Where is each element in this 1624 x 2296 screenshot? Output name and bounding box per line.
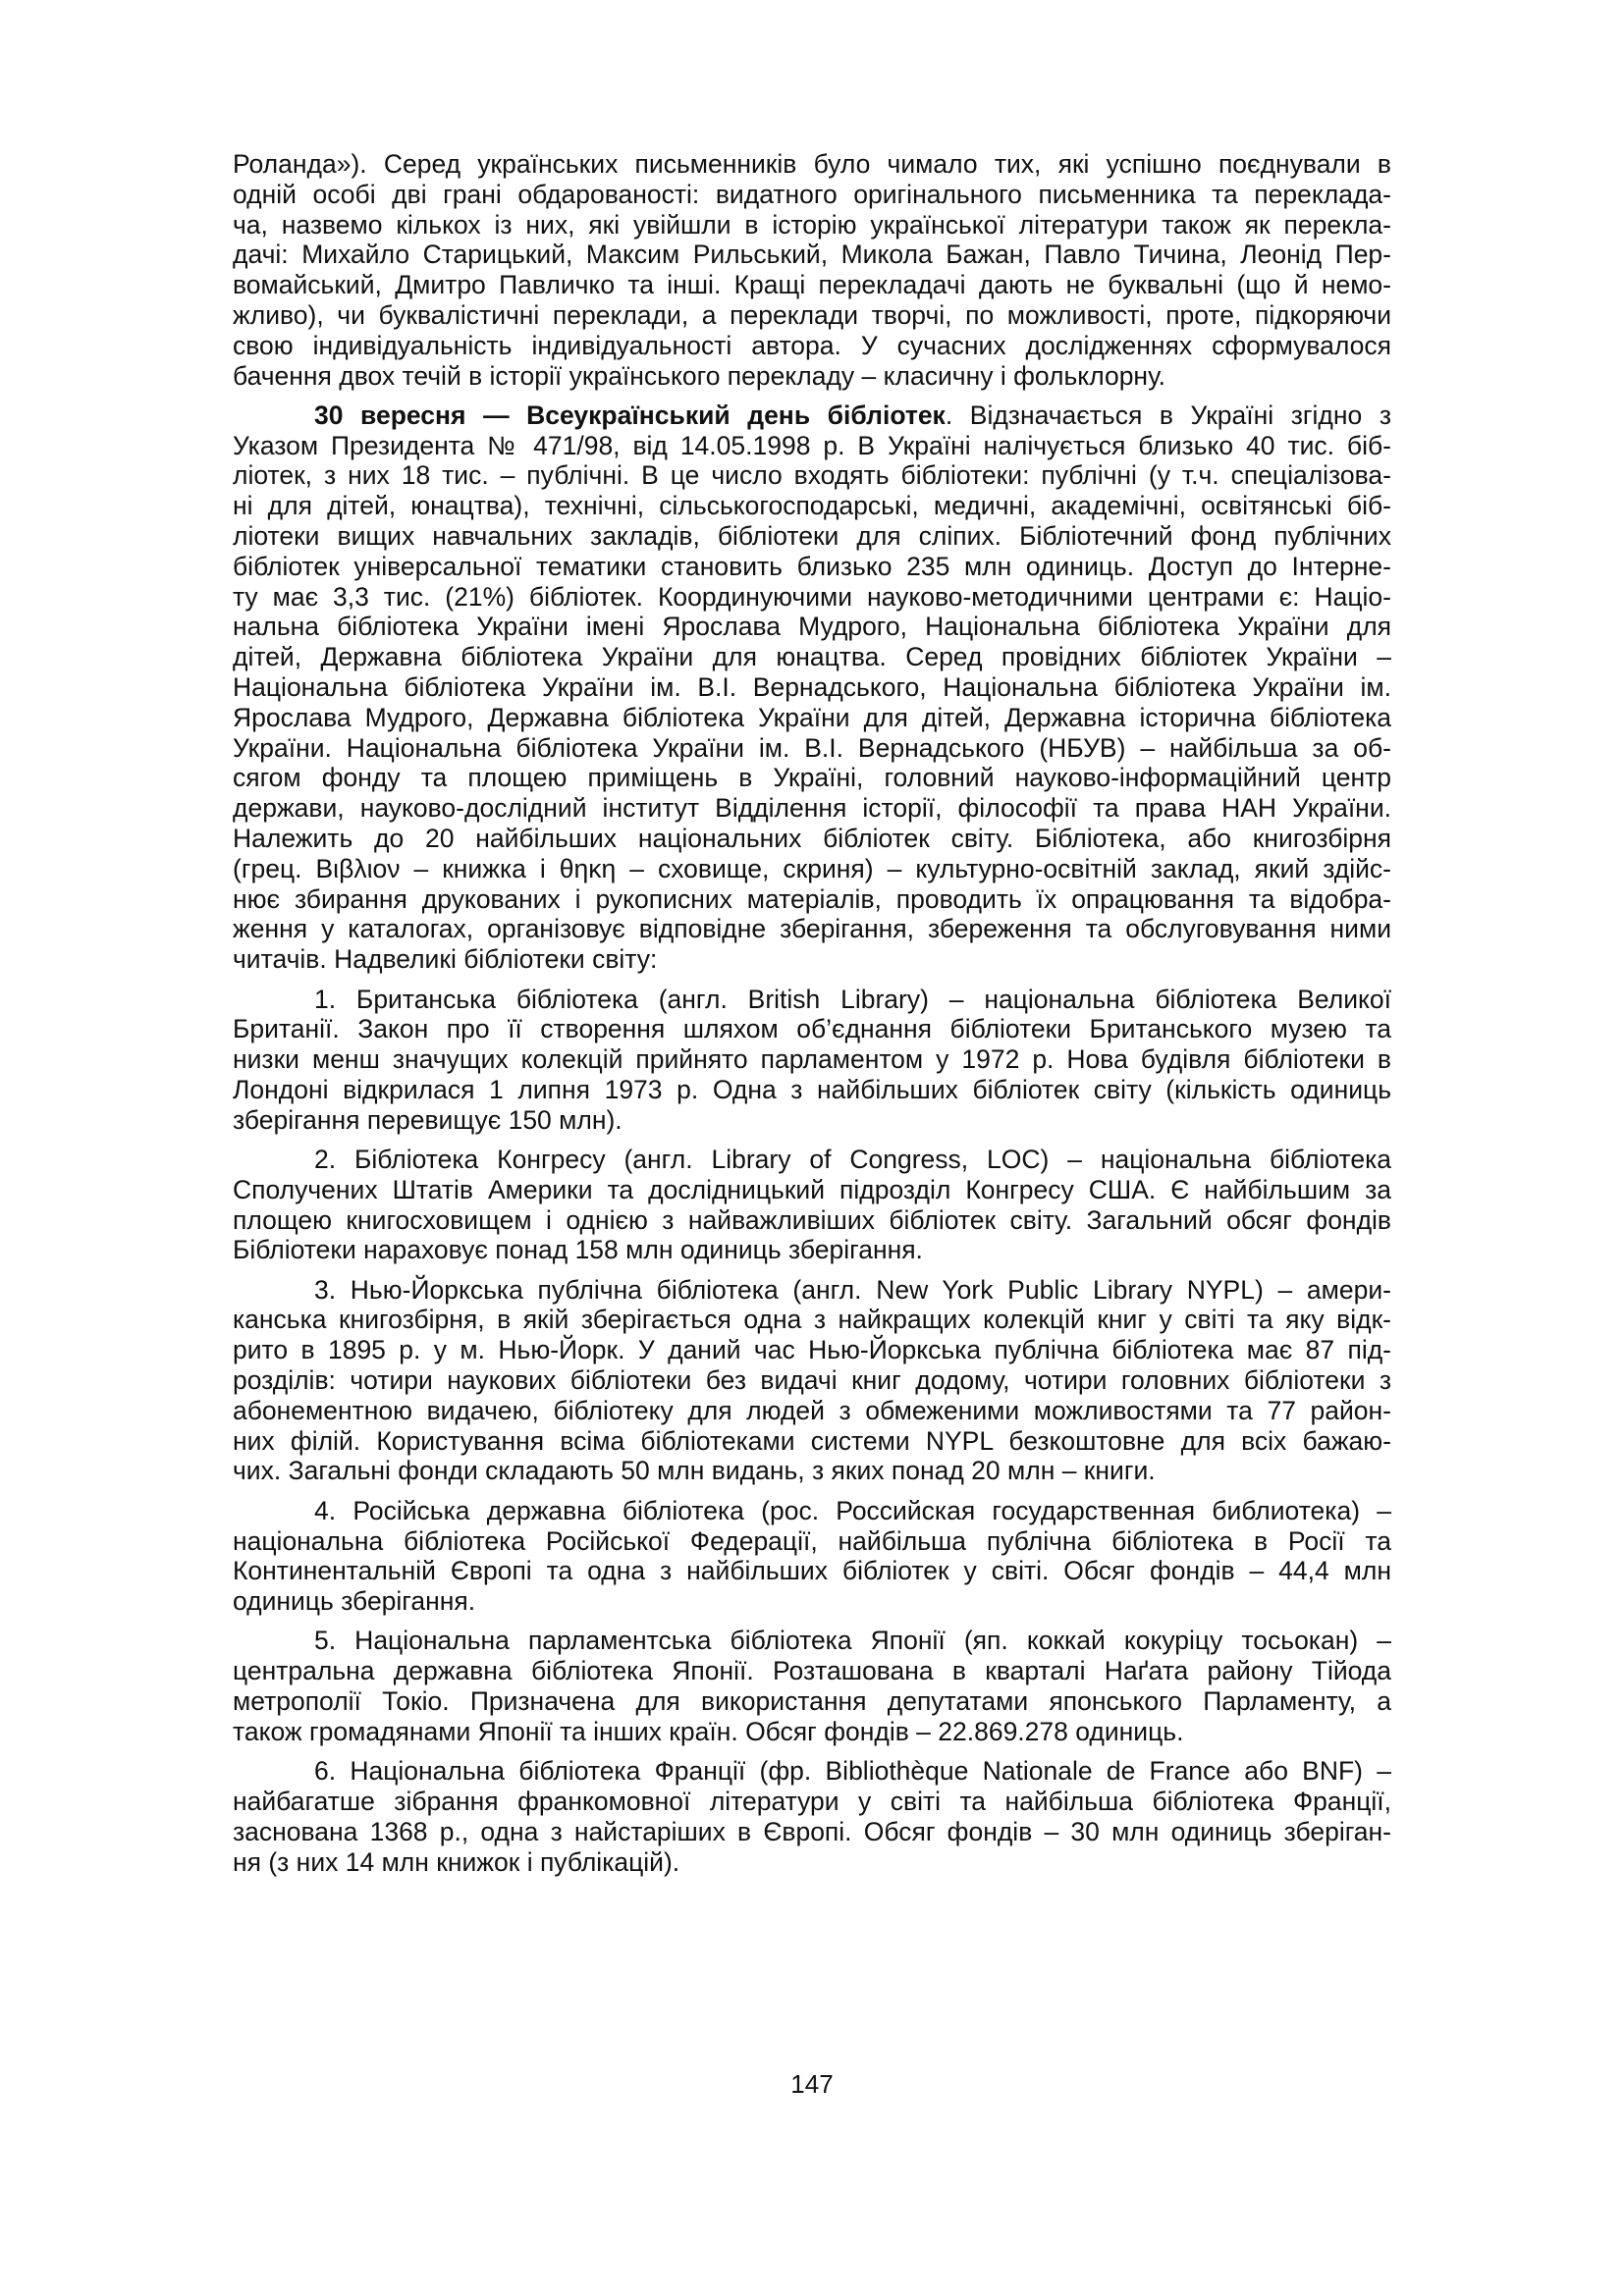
text-line: метрополії Токіо. Призначена для використання депутатами японського Парламенту, а: [233, 1686, 1391, 1717]
text-line: сягом фонду та площею приміщень в Україні, головний науково-інформаційний центр: [233, 763, 1391, 793]
library-day-intro: . Відзначається в Україні згідно з: [945, 400, 1391, 430]
list-item-russian-state-library: [233, 1496, 1391, 1617]
text-line: розділів: чотири наукових бібліотеки без видачі книг додому, чотири головних бібліотеки з: [233, 1365, 1391, 1396]
text-line: ча, назвемо кількох із них, які увійшли в історію української літератури також як перекла-: [233, 209, 1391, 240]
text-line: 5. Національна парламентська бібліотека Японії (яп. коккай кокуріцу тосьокан) –: [314, 1626, 1391, 1656]
text-line: нальна бібліотека України імені Ярослава Мудрого, Національна бібліотека України для: [233, 612, 1391, 642]
text-line: них філій. Користування всіма бібліотеками системи NYPL безкоштовне для всіх бажаю-: [233, 1425, 1391, 1456]
text-line: читачів. Надвеликі бібліотеки світу:: [233, 944, 658, 975]
text-line: вомайський, Дмитро Павличко та інші. Кращі перекладачі дають не буквальні (що й немо-: [233, 270, 1391, 300]
text-line: також громадянами Японії та інших країн. Обсяг фондів – 22.869.278 одиниць.: [233, 1716, 1184, 1746]
document-body: [233, 149, 1391, 1887]
text-line: нює збирання друкованих і рукописних матеріалів, проводить їх опрацювання та відобра-: [233, 883, 1391, 914]
library-day-heading: 30 вересня — Всеукраїнський день бібліотек: [314, 400, 946, 430]
list-item-national-diet-library: [233, 1626, 1391, 1746]
text-line: Континентальній Європі та одна з найбільших бібліотек у світі. Обсяг фондів – 44,4 млн: [233, 1556, 1391, 1586]
text-line: площею книгосховищем і однією з найважливіших бібліотек світу. Загальний обсяг фондів: [233, 1204, 1391, 1235]
text-line: ження у каталогах, організовує відповідне зберігання, збереження та обслуговування ними: [233, 914, 1391, 944]
text-line: центральна державна бібліотека Японії. Розташована в кварталі Наґата району Тійода: [233, 1656, 1391, 1686]
text-line: зберігання перевищує 150 млн).: [233, 1104, 623, 1135]
text-line: найбагатше зібрання франкомовної літератури у світі та найбільша бібліотека Франції,: [233, 1786, 1391, 1816]
list-item-library-of-congress: [233, 1145, 1391, 1265]
text-line: 4. Російська державна бібліотека (рос. Российская государственная библиотека) –: [314, 1495, 1391, 1525]
text-line: низки менш значущих колекцій прийнято парламентом у 1972 р. Нова будівля бібліотеки в: [233, 1044, 1391, 1075]
text-line: держави, науково-дослідний інститут Відділення історії, філософії та права НАН України.: [233, 793, 1391, 824]
text-line: свою індивідуальність індивідуальності автора. У сучасних дослідженнях сформувалося: [233, 330, 1391, 360]
text-line: канська книгозбірня, в якій зберігається одна з найкращих колекцій книг у світі та яку відк-: [233, 1305, 1391, 1335]
text-line: ня (з них 14 млн книжок і публікацій).: [233, 1846, 680, 1877]
text-line: одній особі дві грані обдарованості: видатного оригінального письменника та переклада-: [233, 179, 1391, 209]
paragraph-translators: [233, 149, 1391, 391]
text-line: Указом Президента № 471/98, від 14.05.1998 р. В Україні налічується близько 40 тис. біб-: [233, 430, 1391, 460]
text-line: рито в 1895 р. у м. Нью-Йорк. У даний час Нью-Йоркська публічна бібліотека має 87 під-: [233, 1335, 1391, 1365]
text-line: ліотеки вищих навчальних закладів, бібліотеки для сліпих. Бібліотечний фонд публічних: [233, 521, 1391, 552]
text-line: заснована 1368 р., одна з найстаріших в Європі. Обсяг фондів – 30 млн одиниць зберіган-: [233, 1816, 1391, 1846]
text-line: чих. Загальні фонди складають 50 млн видань, з яких понад 20 млн – книги.: [233, 1456, 1156, 1486]
paragraph-library-day: [233, 400, 1391, 975]
text-line: Сполучених Штатів Америки та дослідницький підрозділ Конгресу США. Є найбільшим за: [233, 1174, 1391, 1204]
text-line: ліотек, з них 18 тис. – публічні. В це число входять бібліотеки: публічні (у т.ч. спеціалізова-: [233, 460, 1391, 491]
list-item-bnf: [233, 1756, 1391, 1877]
text-line: абонементною видачею, бібліотеку для людей з обмеженими можливостями та 77 район-: [233, 1395, 1391, 1425]
text-line: 3. Нью-Йоркська публічна бібліотека (англ. New York Public Library NYPL) – амери-: [314, 1274, 1391, 1305]
page-number: 147: [790, 2069, 834, 2099]
text-line: 6. Національна бібліотека Франції (фр. Bibliothèque Nationale de France або BNF) –: [314, 1756, 1391, 1787]
text-line: України. Національна бібліотека України ім. В.І. Вернадського (НБУВ) – найбільша за об-: [233, 732, 1391, 763]
text-line: дачі: Михайло Старицький, Максим Рильський, Микола Бажан, Павло Тичина, Леонід Пер-: [233, 240, 1391, 270]
text-line: ту має 3,3 тис. (21%) бібліотек. Координуючими науково-методичними центрами є: Націо-: [233, 581, 1391, 612]
text-line: одиниць зберігання.: [233, 1586, 476, 1617]
text-line: 1. Британська бібліотека (англ. British Library) – національна бібліотека Великої: [314, 984, 1391, 1014]
text-line: бачення двох течій в історії українського перекладу – класичну і фольклорну.: [233, 360, 1166, 391]
text-line: 2. Бібліотека Конгресу (англ. Library of Congress, LOC) – національна бібліотека: [314, 1145, 1391, 1174]
text-line: Британії. Закон про її створення шляхом об’єднання бібліотеки Британського музею та: [233, 1014, 1391, 1044]
text-line: національна бібліотека Російської Федерації, найбільша публічна бібліотека в Росії та: [233, 1525, 1391, 1556]
list-item-nypl: [233, 1275, 1391, 1487]
text-line: дітей, Державна бібліотека України для юнацтва. Серед провідних бібліотек України –: [233, 642, 1391, 672]
text-line: Національна бібліотека України ім. В.І. Вернадського, Національна бібліотека України ім.: [233, 672, 1391, 703]
list-item-british-library: [233, 985, 1391, 1136]
text-line: бібліотек універсальної тематики становить близько 235 млн одиниць. Доступ до Інтерне-: [233, 551, 1391, 581]
text-line-heading: [233, 400, 1391, 431]
text-line: Лондоні відкрилася 1 липня 1973 р. Одна з найбільших бібліотек світу (кількість одиниць: [233, 1074, 1391, 1104]
text-line: (грец. Βιβλιον – книжка і θηκη – сховище, скриня) – культурно-освітній заклад, який здійс-: [233, 853, 1391, 883]
text-line: Належить до 20 найбільших національних бібліотек світу. Бібліотека, або книгозбірня: [233, 824, 1391, 854]
text-line: ні для дітей, юнацтва), технічні, сільськогосподарські, медичні, академічні, освітянські біб-: [233, 491, 1391, 521]
text-line: Ярослава Мудрого, Державна бібліотека України для дітей, Державна історична бібліотека: [233, 702, 1391, 732]
text-line: жливо), чи буквалістичні переклади, а переклади творчі, по можливості, проте, підкоряючи: [233, 299, 1391, 330]
text-line: Роланда»). Серед українських письменників було чимало тих, які успішно поєднували в: [233, 149, 1391, 179]
text-line: Бібліотеки нараховує понад 158 млн одиниць зберігання.: [233, 1235, 923, 1265]
